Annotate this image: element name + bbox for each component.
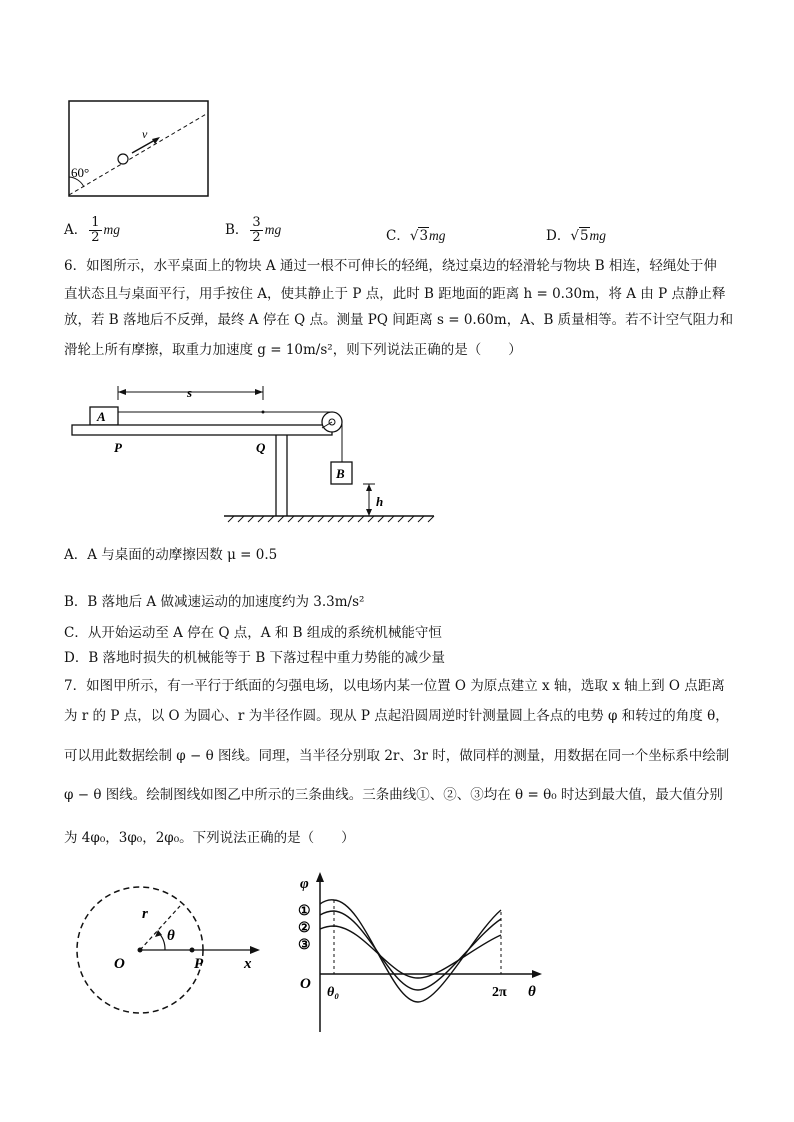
q6-option-a[interactable]: A．A 与桌面的动摩擦因数 μ = 0.5 xyxy=(64,547,278,563)
q6-stem-line-4: 滑轮上所有摩擦，取重力加速度 g = 10m/s²，则下列说法正确的是（ ） xyxy=(64,342,522,358)
q6-stem-line-2: 直状态且与桌面平行，用手按住 A，使其静止于 P 点，此时 B 距地面的距离 h = 0.30m，将 A 由 P 点静止释 xyxy=(64,286,726,302)
theta0-label: θ₀ xyxy=(327,985,340,1000)
label-x: x xyxy=(244,956,252,972)
label-p: P xyxy=(194,956,204,972)
angle-label: 60° xyxy=(71,165,90,180)
q5-option-a[interactable]: A． $\frac{1}{2}$ mg xyxy=(64,215,121,245)
origin-label: O xyxy=(300,976,311,992)
q5-option-d[interactable]: D．√5mg xyxy=(546,228,607,244)
figure-q5 xyxy=(60,95,220,205)
label-theta: θ xyxy=(167,928,175,944)
q7-stem-line-3: 可以用此数据绘制 φ − θ 图线。同理，当半径分别取 2r、3r 时，做同样的测量，用数据在同一个坐标系中绘制 xyxy=(64,748,730,764)
curve-1-label: ① xyxy=(298,904,311,919)
q6-stem-line-3: 放，若 B 落地后不反弹，最终 A 停在 Q 点。测量 PQ 间距离 s = 0.60m，A、B 质量相等。若不计空气阻力和 xyxy=(64,312,734,328)
label-p: P xyxy=(114,440,122,455)
q6-option-b[interactable]: B．B 落地后 A 做减速运动的加速度约为 3.3m/s² xyxy=(64,594,365,610)
figure-q7-circle xyxy=(70,870,270,1030)
q7-stem-line-5: 为 4φ₀，3φ₀，2φ₀。下列说法正确的是（ ） xyxy=(64,830,355,846)
axis-phi-label: φ xyxy=(300,876,309,892)
figure-q6 xyxy=(66,378,446,526)
block-b-label: B xyxy=(336,466,345,481)
q7-stem-line-1: 7．如图甲所示，有一平行于纸面的匀强电场，以电场内某一位置 O 为原点建立 x 轴，选取 x 轴上到 O 点距离 xyxy=(64,678,725,694)
curve-3-label: ③ xyxy=(298,938,311,953)
q6-option-d[interactable]: D．B 落地时损失的机械能等于 B 下落过程中重力势能的减少量 xyxy=(64,650,446,666)
q6-option-c[interactable]: C．从开始运动至 A 停在 Q 点，A 和 B 组成的系统机械能守恒 xyxy=(64,625,442,641)
velocity-label: v xyxy=(142,127,148,141)
block-a-label: A xyxy=(97,409,106,424)
label-o: O xyxy=(114,956,125,972)
figure-q7-graph xyxy=(290,862,550,1040)
axis-theta-label: θ xyxy=(528,984,536,1000)
label-h: h xyxy=(376,494,384,509)
two-pi-label: 2π xyxy=(492,985,507,1000)
label-s: s xyxy=(187,385,193,400)
q6-stem-line-1: 6．如图所示，水平桌面上的物块 A 通过一根不可伸长的轻绳，绕过桌边的轻滑轮与物块 B 相连，轻绳处于伸 xyxy=(64,258,717,274)
label-q: Q xyxy=(256,440,266,455)
label-r: r xyxy=(142,906,148,922)
curve-2-label: ② xyxy=(298,921,311,936)
q5-option-c[interactable]: C．√3mg xyxy=(386,228,446,244)
q7-stem-line-4: φ − θ 图线。绘制图线如图乙中所示的三条曲线。三条曲线①、②、③均在 θ = θ₀ 时达到最大值，最大值分别 xyxy=(64,787,723,803)
q5-option-b[interactable]: B． $\frac{3}{2}$ mg xyxy=(225,215,282,245)
q7-stem-line-2: 为 r 的 P 点，以 O 为圆心、r 为半径作圆。现从 P 点起沿圆周逆时针测量圆上各点的电势 φ 和转过的角度 θ， xyxy=(64,708,729,724)
